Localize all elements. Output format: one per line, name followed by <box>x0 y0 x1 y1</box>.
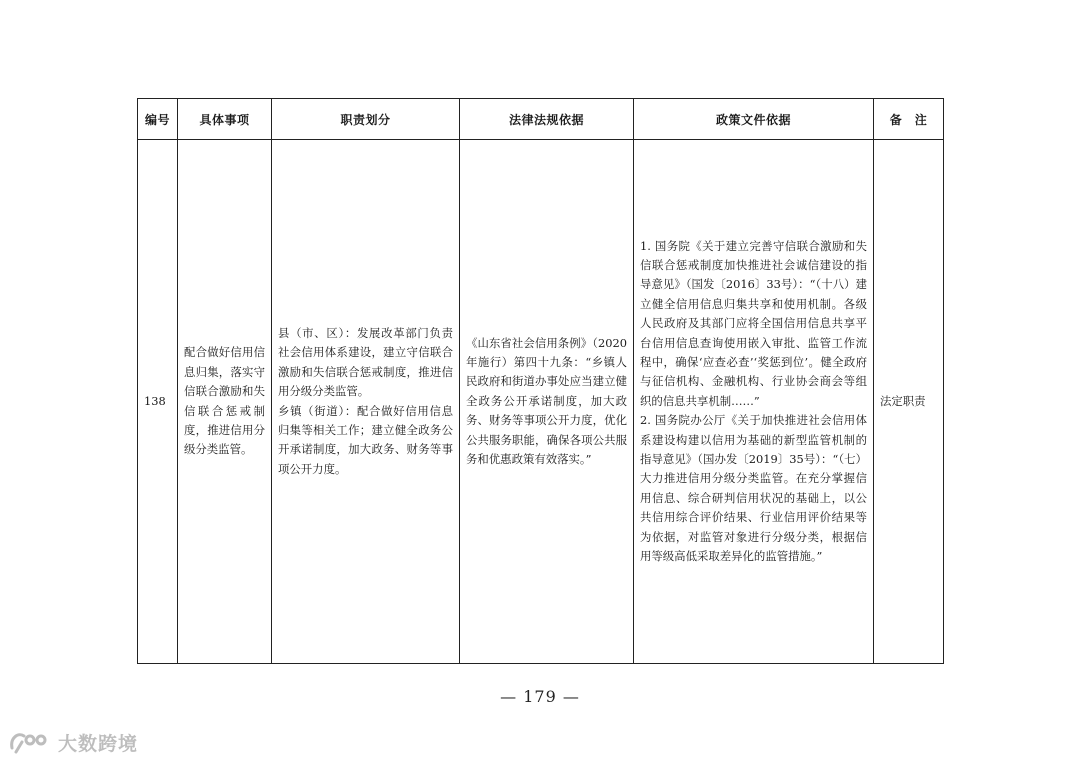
policy-text-1: 1. 国务院《关于建立完善守信联合激励和失信联合惩戒制度加快推进社会诚信建设的指导意见》（国发〔2016〕33号）：“（十八）建立健全信用信息归集共享和使用机制。各级人民政府及其部门应将全国信用信息共享平台信用信息查询使用嵌入审批、监管工作流程中，确保‘应查必查’‘奖惩到位’。健全政府与征信机构、金融机构、行业协会商会等组织的信息共享机制……” <box>640 238 867 408</box>
header-policy: 政策文件依据 <box>634 99 874 140</box>
cell-policy <box>634 140 874 664</box>
cell-remark: 法定职责 <box>874 140 944 664</box>
duty-table <box>137 98 944 664</box>
header-number: 编号 <box>138 99 178 140</box>
header-item: 具体事项 <box>178 99 272 140</box>
page-number: — 179 — <box>500 687 580 706</box>
duty-town-text: 乡镇（街道）：配合做好信用信息归集等相关工作；建立健全政务公开承诺制度，加大政务、财务等事项公开力度。 <box>278 403 453 476</box>
watermark <box>8 728 138 756</box>
table-header-row <box>138 99 944 140</box>
header-remark: 备 注 <box>874 99 944 140</box>
cell-number: 138 <box>138 140 178 664</box>
watermark-logo-icon <box>8 728 54 756</box>
cell-duty <box>272 140 460 664</box>
item-text: 配合做好信用信息归集，落实守信联合激励和失信联合惩戒制度，推进信用分级分类监管。 <box>184 345 265 457</box>
law-text: 《山东省社会信用条例》（2020年施行）第四十九条：“乡镇人民政府和街道办事处应当建立健全政务公开承诺制度，加大政务、财务等事项公开力度，优化公共服务职能，确保各项公共服务和优惠政策有效落实。” <box>466 335 627 467</box>
policy-text-2: 2. 国务院办公厅《关于加快推进社会信用体系建设构建以信用为基础的新型监管机制的指导意见》（国办发〔2019〕35号）：“（七）大力推进信用分级分类监管。在充分掌握信用信息、综合研判信用状况的基础上，以公共信用综合评价结果、行业信用评价结果等为依据，对监管对象进行分级分类，根据信用等级高低采取差异化的监管措施。” <box>640 413 867 564</box>
duty-county-text: 县（市、区）：发展改革部门负责社会信用体系建设，建立守信联合激励和失信联合惩戒制度，推进信用分级分类监管。 <box>278 325 453 399</box>
watermark-text: 大数跨境 <box>58 732 139 755</box>
cell-item <box>178 140 272 664</box>
cell-law <box>460 140 634 664</box>
header-duty: 职责划分 <box>272 99 460 140</box>
table-row <box>138 140 944 664</box>
header-law: 法律法规依据 <box>460 99 634 140</box>
